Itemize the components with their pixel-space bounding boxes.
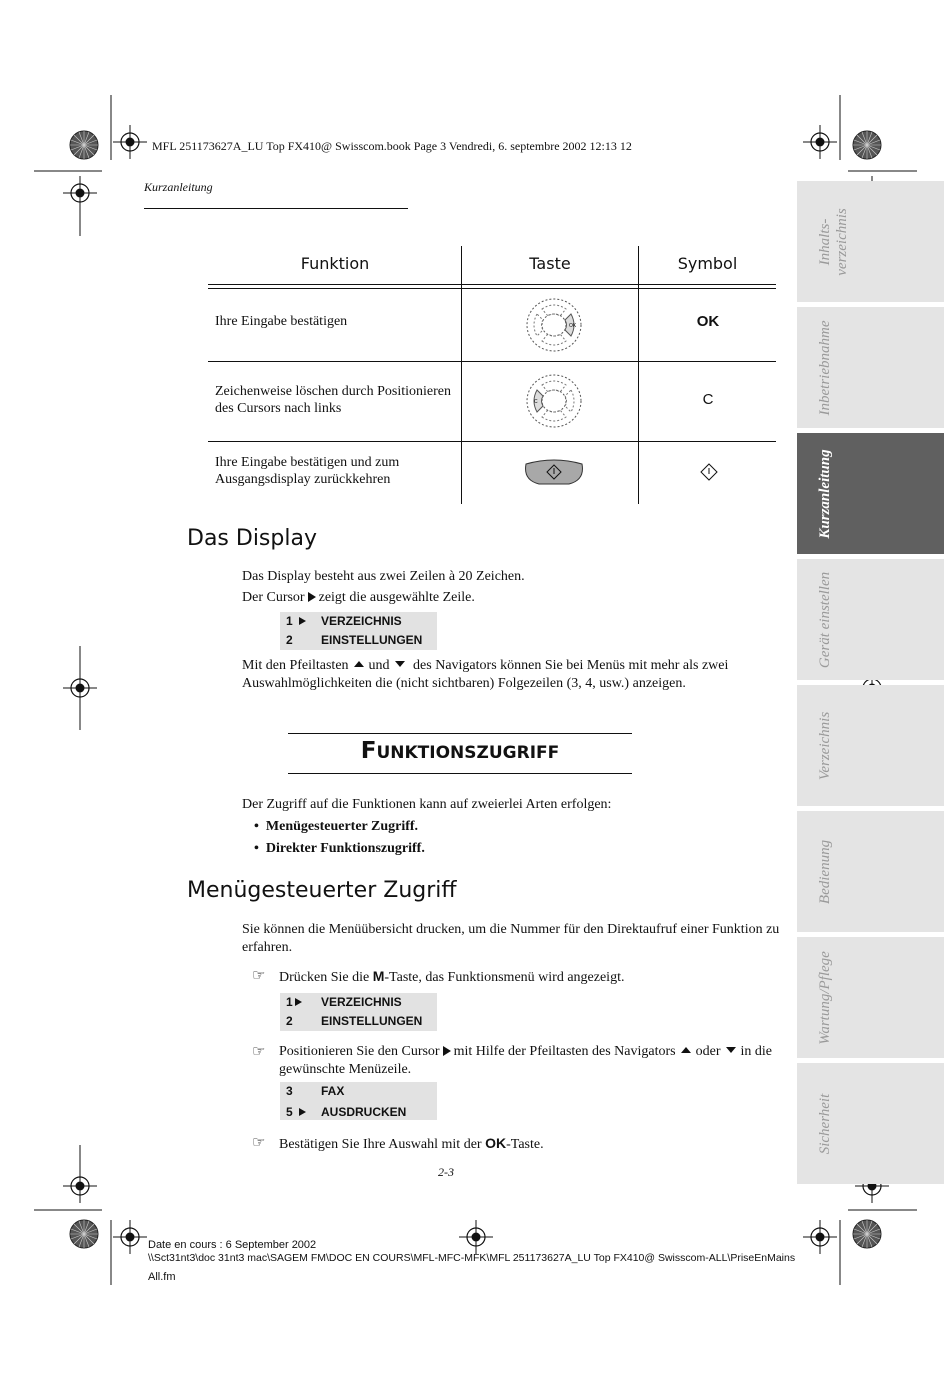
section-title-menuegesteuerter-zugriff: Menügesteuerter Zugriff: [187, 878, 457, 903]
navigator-ok-icon: [525, 297, 583, 353]
arrow-right-icon: [443, 1046, 451, 1056]
column-header-funktion: Funktion: [300, 254, 370, 273]
table-cell-function: Ihre Eingabe bestätigen: [215, 314, 348, 329]
tab-wartung-pflege[interactable]: [797, 937, 944, 1058]
running-header: Kurzanleitung: [144, 180, 213, 194]
symbol-ok: OK: [696, 313, 720, 330]
table-row-rule: [208, 441, 776, 442]
step: Bestätigen Sie Ihre Auswahl mit der OK-Taste.: [279, 1135, 544, 1152]
stop-symbol-icon: [699, 462, 719, 482]
cursor-icon: [299, 1108, 306, 1116]
bullet-item: • Direkter Funktionszugriff.: [254, 841, 425, 856]
table-cell-function: Ihre Eingabe bestätigen und zum Ausgangsdisplay zurückkehren: [215, 455, 400, 487]
cursor-icon: [299, 617, 306, 625]
lcd-row: 3 FAX: [286, 1084, 345, 1098]
tab-inbetriebnahme[interactable]: [797, 307, 944, 428]
footer-path: \\Sct31nt3\doc 31nt3 mac\SAGEM FM\DOC EN COURS\MFL-MFC-MFK\MFL 251173627A_LU Top FX410@ Swisscom-ALL\PriseEnMains: [148, 1252, 796, 1264]
paragraph: Das Display besteht aus zwei Zeilen à 20 Zeichen.: [242, 569, 525, 584]
lcd-row: 5 AUSDRUCKEN: [286, 1105, 407, 1119]
tab-label: Inbetriebnahme: [817, 320, 833, 415]
tab-sicherheit[interactable]: [797, 1063, 944, 1184]
footer-date: Date en cours : 6 September 2002: [148, 1239, 317, 1251]
chapter-rule-bottom: [288, 773, 632, 774]
section-title-das-display: Das Display: [187, 526, 317, 551]
chapter-rule-top: [288, 733, 632, 734]
arrow-up-icon: [681, 1047, 691, 1053]
arrow-down-icon: [726, 1047, 736, 1053]
step: Positionieren Sie den Cursor mit Hilfe der Pfeiltasten des Navigators oder in die gewünschte Menüzeile.: [279, 1044, 772, 1077]
lcd-display: [280, 993, 437, 1031]
tab-label: Bedienung: [817, 839, 833, 904]
tab-verzeichnis[interactable]: [797, 685, 944, 806]
svg-text:C: C: [534, 399, 538, 405]
tab-label: Wartung/Pflege: [817, 950, 833, 1045]
step: Drücken Sie die M-Taste, das Funktionsmenü wird angezeigt.: [279, 968, 625, 985]
column-header-taste: Taste: [529, 254, 571, 273]
arrow-down-icon: [395, 661, 405, 667]
paragraph: Sie können die Menüübersicht drucken, um die Nummer für den Direktaufruf einer Funktion zu erfahren.: [242, 922, 780, 955]
table-header-rule: [208, 288, 776, 289]
header-file-line: MFL 251173627A_LU Top FX410@ Swisscom.book Page 3 Vendredi, 6. septembre 2002 12:13 12: [152, 139, 632, 153]
tab-geraet-einstellen[interactable]: [797, 559, 944, 680]
tab-label: Inhalts- verzeichnis: [817, 207, 850, 276]
tab-label: Kurzanleitung: [817, 448, 833, 539]
table-header-rule: [208, 284, 776, 285]
tab-label: Sicherheit: [817, 1093, 833, 1154]
paragraph: Der Cursor zeigt die ausgewählte Zeile.: [242, 590, 475, 605]
svg-text:OK: OK: [569, 323, 577, 329]
pointing-hand-icon: ☞: [252, 1044, 266, 1060]
bullet-item: • Menügesteuerter Zugriff.: [254, 819, 419, 834]
footer-path-continued: All.fm: [148, 1271, 176, 1283]
pointing-hand-icon: ☞: [252, 968, 266, 984]
cursor-icon: [295, 998, 302, 1006]
column-header-symbol: Symbol: [677, 254, 738, 273]
lcd-row: 2 EINSTELLUNGEN: [286, 1014, 423, 1028]
header-rule: [144, 208, 408, 209]
table-row-rule: [208, 361, 776, 362]
arrow-up-icon: [354, 661, 364, 667]
lcd-row: 1 VERZEICHNIS: [286, 995, 402, 1009]
paragraph: Mit den Pfeiltasten und des Navigators können Sie bei Menüs mit mehr als zwei Auswahlmöglichkeiten die (nicht sichtbaren) Folgezeilen (3, 4, usw.) anzeigen.: [242, 658, 729, 691]
lcd-row: 2 EINSTELLUNGEN: [286, 633, 423, 647]
navigator-c-icon: [525, 373, 583, 429]
tab-kurzanleitung[interactable]: [797, 433, 944, 554]
tab-bedienung[interactable]: [797, 811, 944, 932]
lcd-display: [280, 612, 437, 650]
symbol-c: C: [702, 391, 714, 408]
lcd-row: 1 VERZEICHNIS: [286, 614, 402, 628]
table-cell-function: Zeichenweise löschen durch Positionieren des Cursors nach links: [215, 384, 451, 416]
tab-inhaltsverzeichnis[interactable]: [797, 181, 944, 302]
arrow-right-icon: [308, 592, 316, 602]
stop-key-icon: [523, 458, 585, 486]
chapter-title: FUNKTIONSZUGRIFF: [360, 738, 560, 764]
lcd-display: [280, 1082, 437, 1120]
page-number: 2-3: [438, 1165, 454, 1179]
paragraph: Der Zugriff auf die Funktionen kann auf zweierlei Arten erfolgen:: [242, 797, 612, 812]
pointing-hand-icon: ☞: [252, 1135, 266, 1151]
tab-label: Verzeichnis: [817, 711, 833, 780]
tab-label: Gerät einstellen: [817, 571, 833, 668]
